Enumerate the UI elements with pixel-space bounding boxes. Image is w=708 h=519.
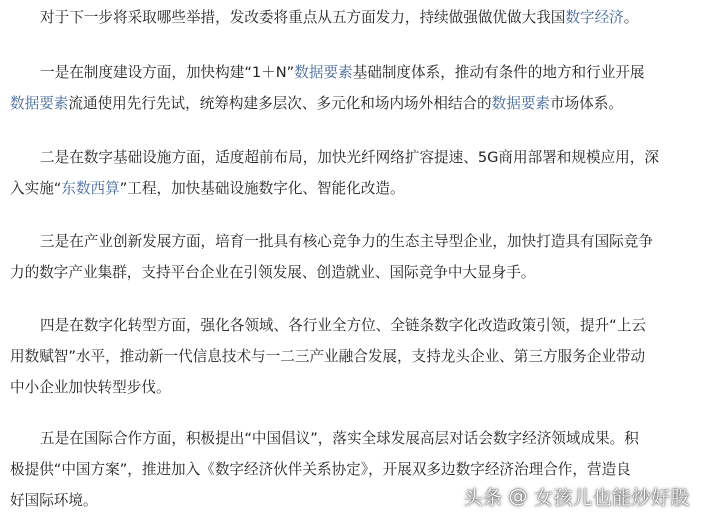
keyword-link-data-elements[interactable]: 数据要素	[10, 95, 69, 112]
paragraph-transformation	[10, 310, 700, 403]
text-span: 流通使用先行先试，统筹构建多层次、多元化和场内场外相结合的	[68, 95, 492, 112]
paragraph-line	[10, 57, 700, 88]
paragraph-line	[10, 173, 700, 204]
paragraph-institution	[10, 57, 700, 119]
keyword-link-data-elements[interactable]: 数据要素	[491, 95, 551, 112]
watermark-at: @	[508, 485, 528, 507]
paragraph-line: 力的数字产业集群，支持平台企业在引领发展、创造就业、国际竞争中大显身手。	[10, 264, 536, 281]
text-span: ”工程，加快基础设施数字化、智能化改造。	[119, 180, 405, 197]
text-span: 对于下一步将采取哪些举措，发改委将重点从五方面发力，持续做强做优做大我国	[40, 9, 566, 26]
paragraph-line: 极提供“中国方案”，推进加入《数字经济伙伴关系协定》，开展双多边数字经济治理合作，营造良	[10, 461, 631, 478]
keyword-link-digital-economy[interactable]: 数字经济	[565, 9, 624, 26]
keyword-link-east-data-west-computing[interactable]: 东数西算	[61, 180, 120, 197]
paragraph-line	[10, 2, 700, 33]
text-span: 基础制度体系，推动有条件的地方和行业开展	[352, 64, 645, 81]
paragraph-line: 五是在国际合作方面，积极提出“中国倡议”，落实全球发展高层对话会数字经济领域成果。积	[40, 430, 639, 447]
paragraph-infrastructure	[10, 142, 700, 204]
watermark	[463, 481, 690, 511]
text-span: 市场体系。	[550, 95, 623, 112]
paragraph-line: 好国际环境。	[10, 492, 98, 509]
keyword-link-data-elements[interactable]: 数据要素	[294, 64, 353, 81]
text-span: 。	[623, 9, 639, 26]
watermark-source: 头条	[463, 486, 503, 509]
watermark-author: 女孩儿也能炒好股	[533, 486, 690, 509]
text-span: 入实施“	[10, 180, 62, 197]
paragraph-line: 中小企业加快转型步伐。	[10, 379, 171, 396]
paragraph-line: 用数赋智”水平，推动新一代信息技术与一二三产业融合发展，支持龙头企业、第三方服务企业带动	[10, 348, 646, 365]
text-span: 一是在制度建设方面，加快构建“1＋N”	[40, 64, 295, 81]
paragraph-industry	[10, 226, 700, 288]
paragraph-intro	[10, 2, 700, 33]
paragraph-line: 四是在数字化转型方面，强化各领域、各行业全方位、全链条数字化改造政策引领，提升“上云	[40, 317, 646, 334]
paragraph-line: 二是在数字基础设施方面，适度超前布局，加快光纤网络扩容提速、5G商用部署和规模应用，深	[40, 149, 659, 166]
paragraph-line	[10, 88, 700, 119]
paragraph-line: 三是在产业创新发展方面，培育一批具有核心竞争力的生态主导型企业，加快打造具有国际竞争	[40, 233, 653, 250]
